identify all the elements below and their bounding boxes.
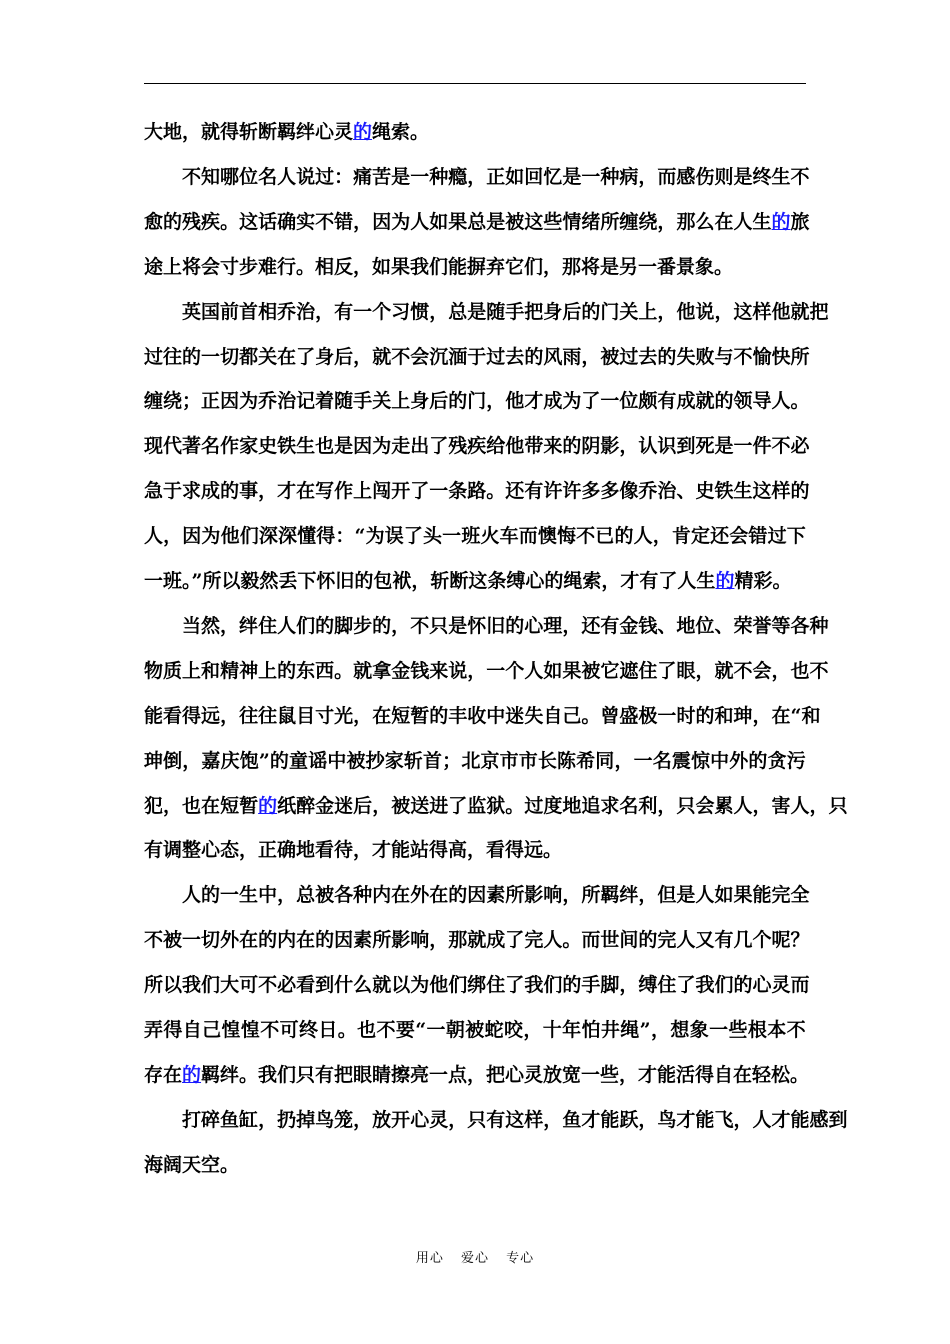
text-line: 急 于 求 成 的 事 ， 才 在 写 作 上 闯 开 了 一 条 路 。 还 有 许 许 多 多 像 乔 治 、 史 铁 生 这 样 的 bbox=[144, 480, 810, 502]
text-line: 大地，就得斩断羁绊心灵的绳索。 bbox=[144, 121, 430, 143]
text-line: 人 ， 因 为 他 们 深 深 懂 得 ： “ 为 误 了 头 一 班 火 车 而 懊 悔 不 已 的 人 ， 肯 定 还 会 错 过 下 bbox=[144, 525, 806, 547]
text-line: 所 以 我 们 大 可 不 必 看 到 什 么 就 以 为 他 们 绑 住 了 我 们 的 手 脚 ， 缚 住 了 我 们 的 心 灵 而 bbox=[144, 974, 810, 996]
text-line: 一班。”所以毅然丢下怀旧的包袱，斩断这条缚心的绳索，才有了人生的精彩。 bbox=[144, 570, 792, 592]
text-line: 过 往 的 一 切 都 关 在 了 身 后 ， 就 不 会 沉 湎 于 过 去 的 风 雨 ， 被 过 去 的 失 败 与 不 愉 快 所 bbox=[144, 346, 810, 368]
text-line: 弄 得 自 己 惶 惶 不 可 终 日 。 也 不 要 “ 一 朝 被 蛇 咬 ， 十 年 怕 井 绳 ” ， 想 象 一 些 根 本 不 bbox=[144, 1019, 806, 1041]
text-line: 海阔天空。 bbox=[144, 1154, 240, 1176]
footer-text-2: 爱心 bbox=[460, 1251, 489, 1266]
text-line: 英 国 前 首 相 乔 治 ， 有 一 个 习 惯 ， 总 是 随 手 把 身 后 的 门 关 上 ， 他 说 ， 这 样 他 就 把 bbox=[182, 301, 829, 323]
hyperlink-de[interactable]: 的 bbox=[715, 570, 735, 592]
page-footer bbox=[0, 1247, 950, 1266]
footer-text-3: 专心 bbox=[506, 1251, 535, 1266]
text-line: 物 质 上 和 精 神 上 的 东 西 。 就 拿 金 钱 来 说 ， 一 个 人 如 果 被 它 遮 住 了 眼 ， 就 不 会 ， 也 不 bbox=[144, 660, 829, 682]
text-line: 不 被 一 切 外 在 的 内 在 的 因 素 所 影 响 ， 那 就 成 了 完 人 。 而 世 间 的 完 人 又 有 几 个 呢 ？ bbox=[144, 929, 810, 951]
footer-text-1: 用心 bbox=[415, 1251, 444, 1266]
text-line: 珅 倒 ， 嘉 庆 饱 ” 的 童 谣 中 被 抄 家 斩 首 ； 北 京 市 市 长 陈 希 同 ， 一 名 震 惊 中 外 的 贪 污 bbox=[144, 750, 806, 772]
text-line: 犯 ， 也 在 短 暂 的 纸 醉 金 迷 后 ， 被 送 进 了 监 狱 。 过 度 地 追 求 名 利 ， 只 会 累 人 ， 害 人 ， 只 bbox=[144, 784, 806, 828]
text-line: 能 看 得 远 ， 往 往 鼠 目 寸 光 ， 在 短 暂 的 丰 收 中 迷 失 自 己 。 曾 盛 极 一 时 的 和 珅 ， 在 “ 和 bbox=[144, 705, 821, 727]
text-line: 现 代 著 名 作 家 史 铁 生 也 是 因 为 走 出 了 残 疾 给 他 带 来 的 阴 影 ， 认 识 到 死 是 一 件 不 必 bbox=[144, 435, 810, 457]
text-line: 打 碎 鱼 缸 ， 扔 掉 鸟 笼 ， 放 开 心 灵 ， 只 有 这 样 ， 鱼 才 能 跃 ， 鸟 才 能 飞 ， 人 才 能 感 到 bbox=[182, 1109, 848, 1131]
hyperlink-de[interactable]: 的 bbox=[353, 121, 373, 143]
hyperlink-de[interactable]: 的 bbox=[771, 211, 791, 233]
text-line: 不 知 哪 位 名 人 说 过 ： 痛 苦 是 一 种 瘾 ， 正 如 回 忆 是 一 种 病 ， 而 感 伤 则 是 终 生 不 bbox=[182, 166, 810, 188]
text-line: 有调整心态，正确地看待，才能站得高，看得远。 bbox=[144, 839, 563, 861]
text-line: 缠 绕 ； 正 因 为 乔 治 记 着 随 手 关 上 身 后 的 门 ， 他 才 成 为 了 一 位 颇 有 成 就 的 领 导 人 。 bbox=[144, 390, 810, 412]
hyperlink-de[interactable]: 的 bbox=[182, 1064, 202, 1086]
header-rule bbox=[144, 83, 806, 84]
text-line: 存在的羁绊。我们只有把眼睛擦亮一点，把心灵放宽一些，才能活得自在轻松。 bbox=[144, 1064, 810, 1086]
text-line: 途上将会寸步难行。相反，如果我们能摒弃它们，那将是另一番景象。 bbox=[144, 256, 734, 278]
hyperlink-de[interactable]: 的 bbox=[258, 795, 278, 817]
text-line: 愈 的 残 疾 。 这 话 确 实 不 错 ， 因 为 人 如 果 总 是 被 这 些 情 绪 所 缠 绕 ， 那 么 在 人 生 的 旅 bbox=[144, 200, 806, 244]
text-line: 人 的 一 生 中 ， 总 被 各 种 内 在 外 在 的 因 素 所 影 响 ， 所 羁 绊 ， 但 是 人 如 果 能 完 全 bbox=[182, 884, 810, 906]
text-line: 当 然 ， 绊 住 人 们 的 脚 步 的 ， 不 只 是 怀 旧 的 心 理 ， 还 有 金 钱 、 地 位 、 荣 誉 等 各 种 bbox=[182, 615, 829, 637]
